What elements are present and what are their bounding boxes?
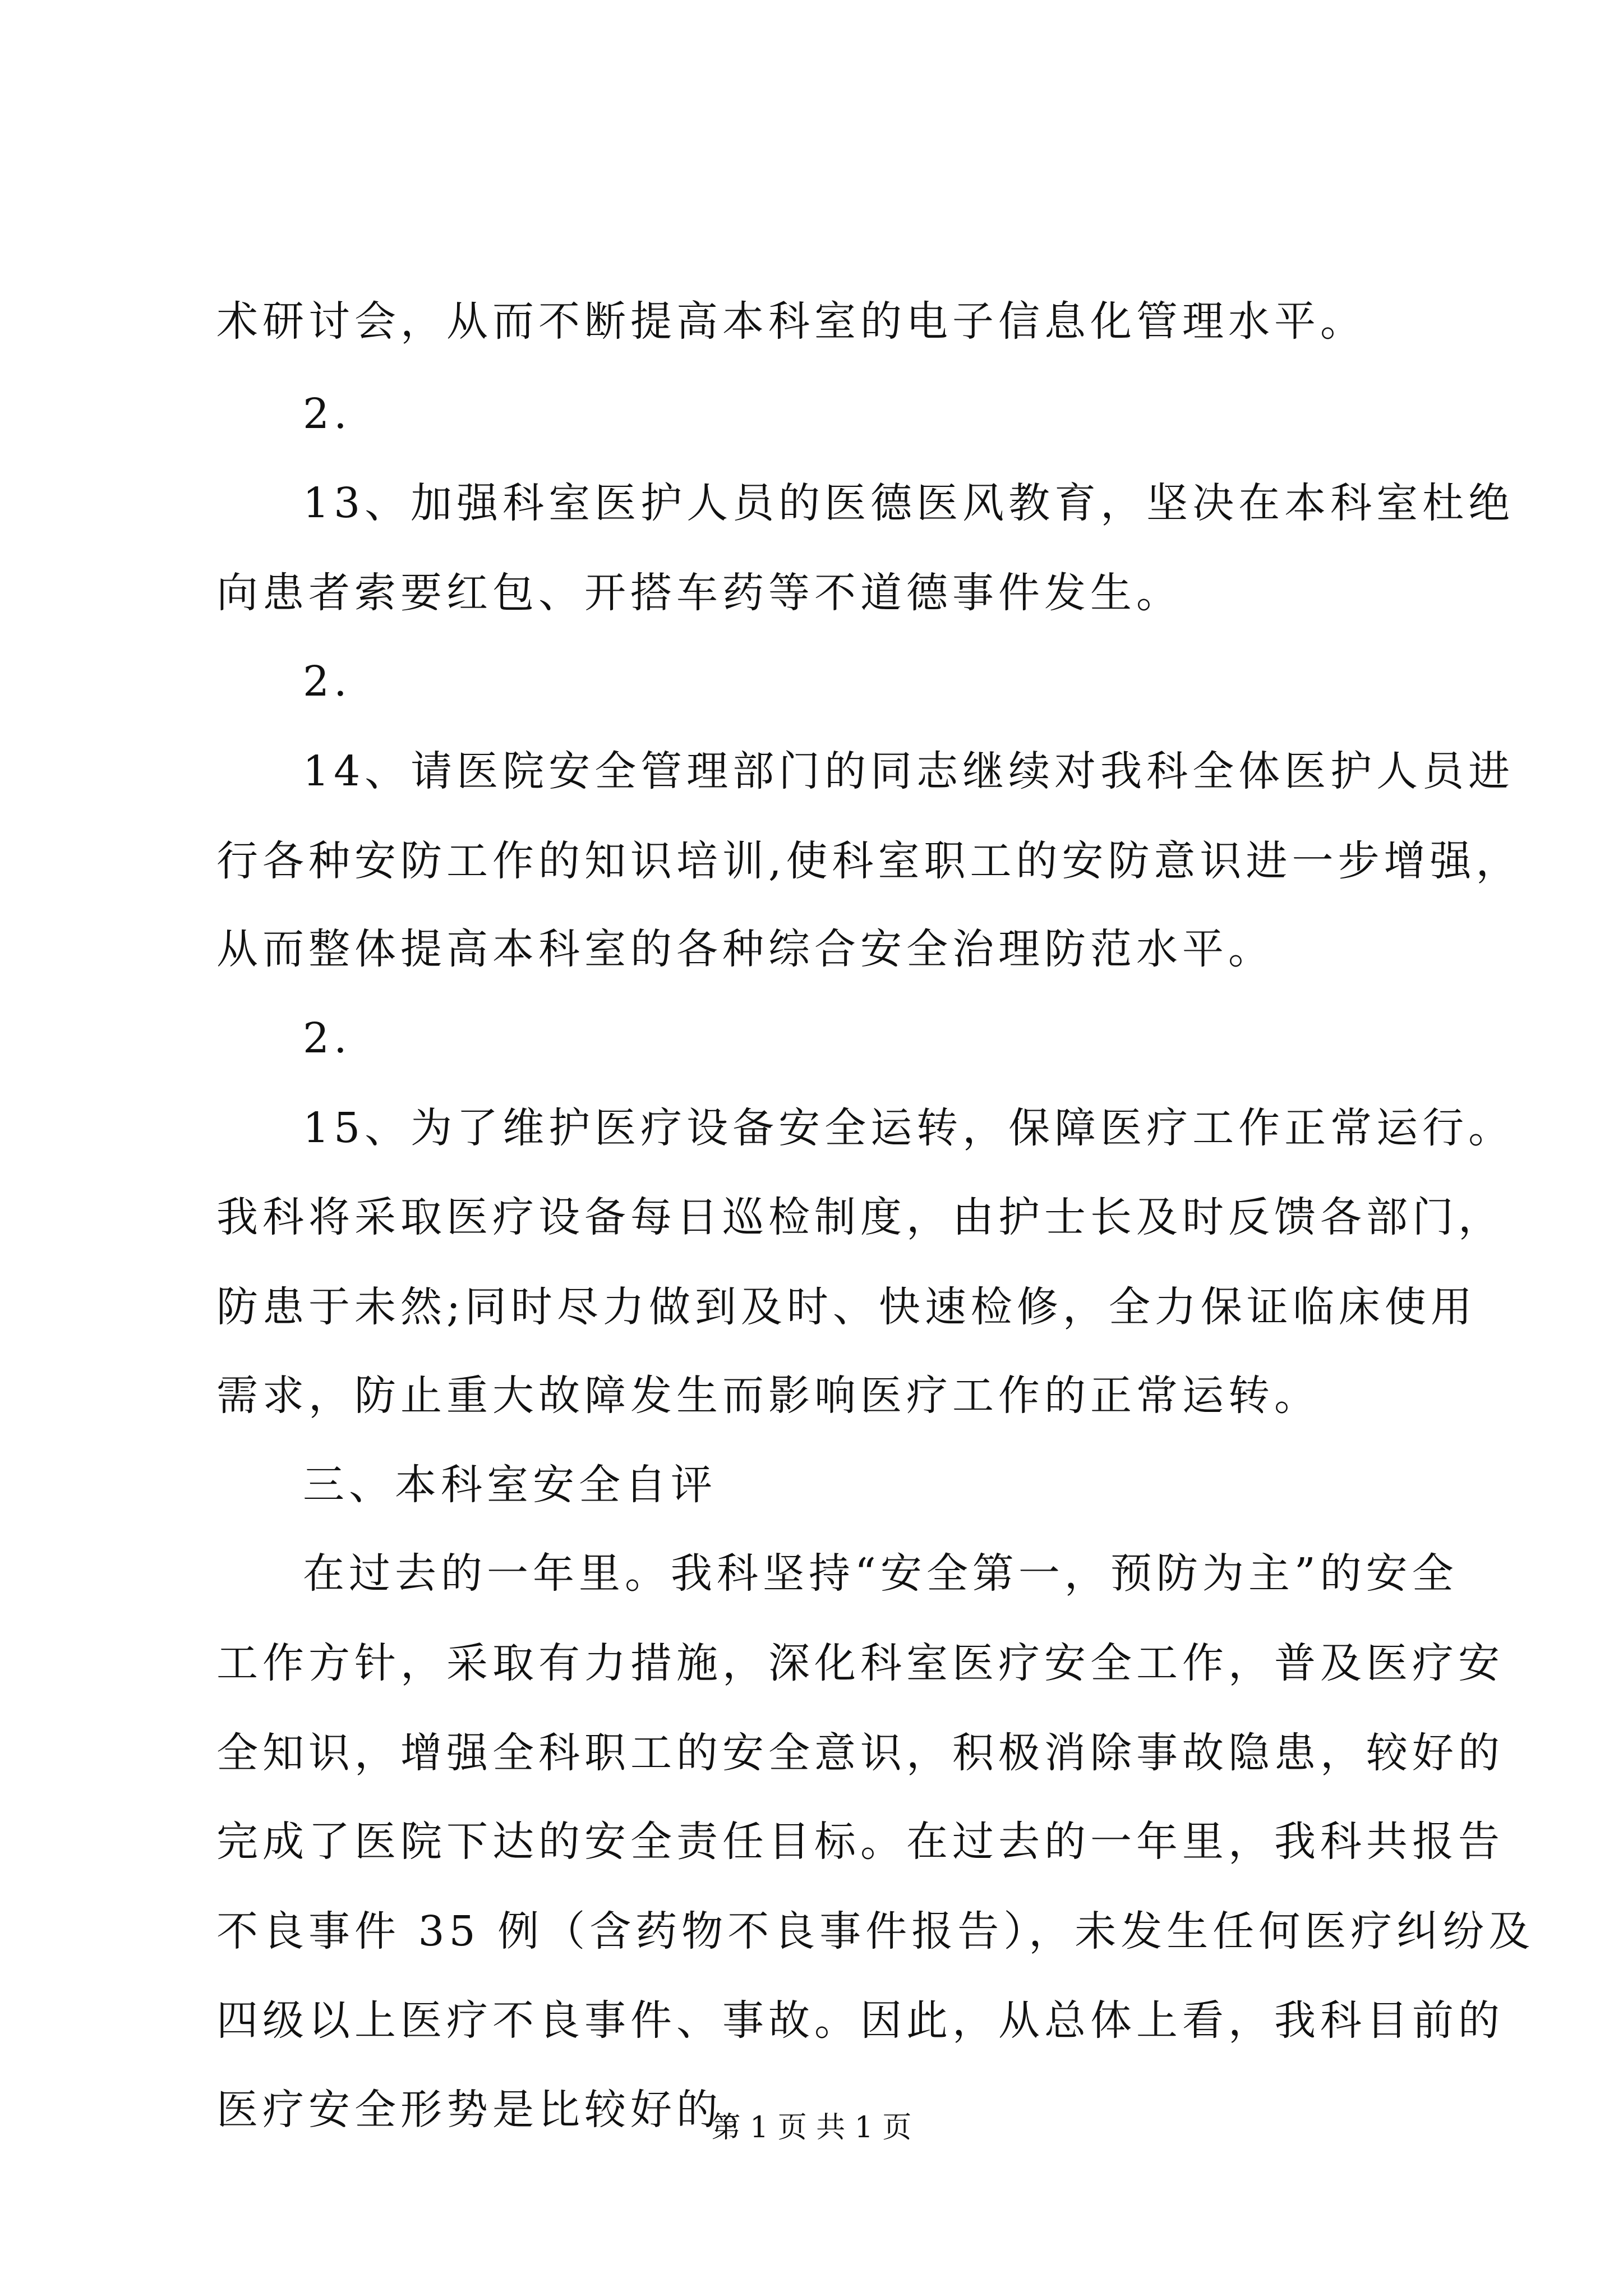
text-line-12: 防患于未然;同时尽力做到及时、快速检修，全力保证临床使用 <box>216 1283 1477 1331</box>
text-line-9: 2. <box>303 1014 352 1062</box>
text-line-16: 工作方针，采取有力措施，深化科室医疗安全工作，普及医疗安 <box>216 1639 1504 1687</box>
text-line-15: 在过去的一年里。我科坚持“安全第一，预防为主”的安全 <box>303 1549 1458 1598</box>
text-line-6: 14、请医院安全管理部门的同志继续对我科全体医护人员进 <box>303 747 1515 795</box>
text-line-20: 四级以上医疗不良事件、事故。因此，从总体上看，我科目前的 <box>216 1996 1504 2045</box>
text-line-1: 术研讨会，从而不断提高本科室的电子信息化管理水平。 <box>216 297 1366 346</box>
page-footer: 第 1 页 共 1 页 <box>711 2111 912 2145</box>
text-line-4: 向患者索要红包、开搭车药等不道德事件发生。 <box>216 569 1182 617</box>
text-line-7: 行各种安防工作的知识培训,使科室职工的安防意识进一步增强， <box>216 837 1522 885</box>
text-line-14: 三、本科室安全自评 <box>303 1461 717 1509</box>
text-line-2: 2. <box>303 390 352 438</box>
text-line-5: 2. <box>303 657 352 706</box>
text-line-21: 医疗安全形势是比较好的。 <box>216 2086 768 2134</box>
text-line-3: 13、加强科室医护人员的医德医风教育，坚决在本科室杜绝 <box>303 479 1515 527</box>
text-line-18: 完成了医院下达的安全责任目标。在过去的一年里，我科共报告 <box>216 1818 1504 1866</box>
text-line-8: 从而整体提高本科室的各种综合安全治理防范水平。 <box>216 925 1274 973</box>
text-line-19: 不良事件 35 例（含药物不良事件报告），未发生任何医疗纠纷及 <box>216 1907 1535 1955</box>
text-line-17: 全知识，增强全科职工的安全意识，积极消除事故隐患，较好的 <box>216 1729 1504 1777</box>
text-line-11: 我科将采取医疗设备每日巡检制度，由护士长及时反馈各部门， <box>216 1193 1504 1241</box>
text-line-10: 15、为了维护医疗设备安全运转，保障医疗工作正常运行。 <box>303 1104 1515 1152</box>
text-line-13: 需求，防止重大故障发生而影响医疗工作的正常运转。 <box>216 1372 1320 1420</box>
